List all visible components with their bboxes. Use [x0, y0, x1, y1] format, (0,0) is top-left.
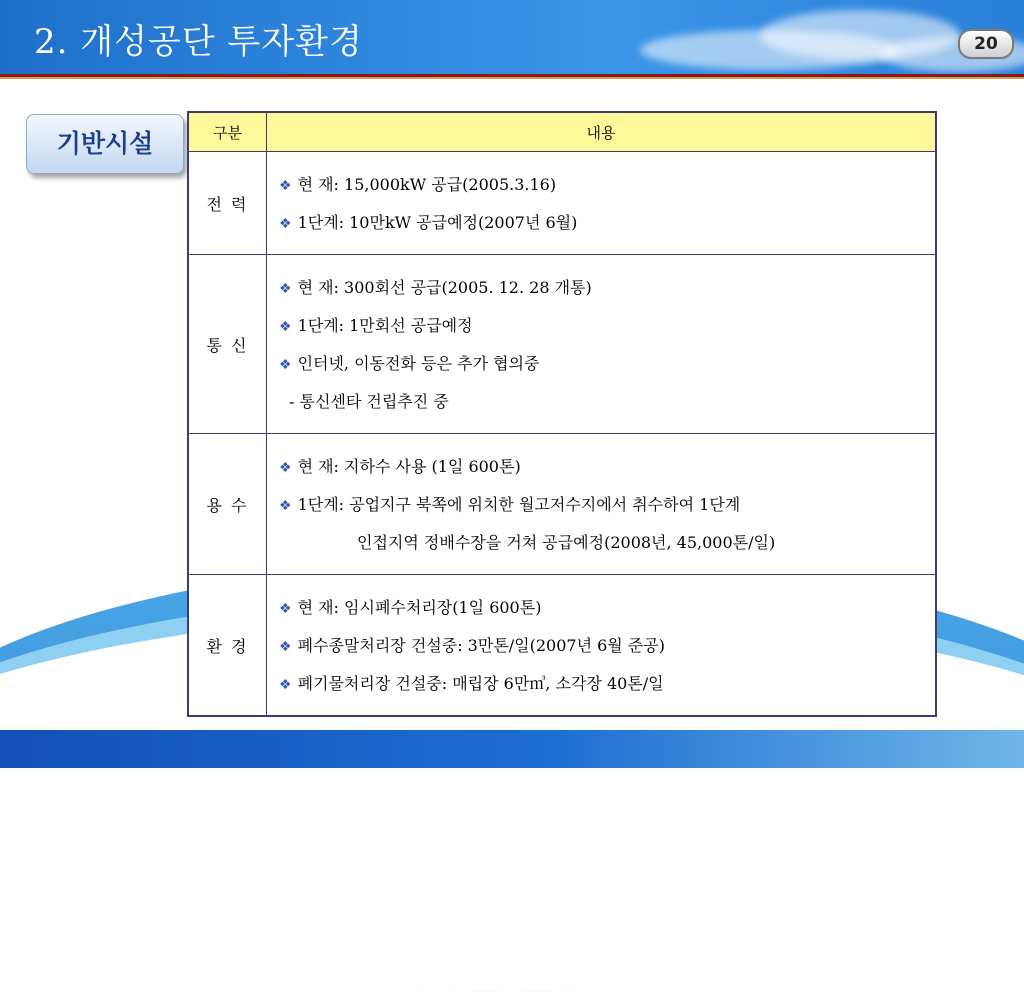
diamond-bullet-icon: ❖ — [279, 498, 292, 514]
content-text: 1단계: 공업지구 북쪽에 위치한 월고저수지에서 취수하여 1단계 — [297, 495, 741, 514]
table-row — [188, 434, 936, 575]
content-text: - 통신센타 건립추진 중 — [289, 392, 449, 411]
content-text: 현 재: 15,000kW 공급(2005.3.16) — [297, 175, 557, 194]
header-banner — [0, 0, 1024, 74]
row-content — [267, 575, 937, 717]
row-content — [267, 255, 937, 434]
diamond-bullet-icon: ❖ — [279, 677, 292, 693]
row-category: 용 수 — [188, 434, 267, 575]
row-content — [267, 152, 937, 255]
infrastructure-table — [187, 111, 937, 717]
row-category: 통 신 — [188, 255, 267, 434]
page-number-badge: 20 — [958, 29, 1014, 59]
content-text: 인접지역 정배수장을 거쳐 공급예정(2008년, 45,000톤/일) — [357, 533, 776, 552]
section-label: 기반시설 — [26, 114, 184, 174]
column-header-category: 구분 — [188, 112, 267, 152]
content-text: 현 재: 300회선 공급(2005. 12. 28 개통) — [297, 278, 592, 297]
diamond-bullet-icon: ❖ — [279, 178, 292, 194]
content-line — [279, 204, 935, 242]
diamond-bullet-icon: ❖ — [279, 460, 292, 476]
diamond-bullet-icon: ❖ — [279, 319, 292, 335]
content-text: 인터넷, 이동전화 등은 추가 협의중 — [297, 354, 540, 373]
diamond-bullet-icon: ❖ — [279, 281, 292, 297]
row-content — [267, 434, 937, 575]
table-row — [188, 575, 936, 717]
diamond-bullet-icon: ❖ — [279, 216, 292, 232]
content-text: 폐기물처리장 건설중: 매립장 6만㎥, 소각장 40톤/일 — [297, 674, 664, 693]
content-line — [279, 448, 935, 486]
content-line — [279, 307, 935, 345]
diamond-bullet-icon: ❖ — [279, 601, 292, 617]
content-text: 1단계: 10만kW 공급예정(2007년 6월) — [297, 213, 578, 232]
row-category: 전 력 — [188, 152, 267, 255]
content-text: 폐수종말처리장 건설중: 3만톤/일(2007년 6월 준공) — [297, 636, 666, 655]
table-header-row — [188, 112, 936, 152]
content-line — [279, 665, 935, 703]
content-line — [279, 383, 935, 421]
header-rule-accent — [0, 77, 1024, 79]
column-header-content: 내용 — [267, 112, 937, 152]
diamond-bullet-icon: ❖ — [279, 357, 292, 373]
content-text: 현 재: 지하수 사용 (1일 600톤) — [297, 457, 521, 476]
content-line — [279, 486, 935, 524]
table-row — [188, 152, 936, 255]
content-text: 현 재: 임시폐수처리장(1일 600톤) — [297, 598, 542, 617]
content-text: 1단계: 1만회선 공급예정 — [297, 316, 473, 335]
slide-title: 2. 개성공단 투자환경 — [34, 22, 363, 62]
table-row — [188, 255, 936, 434]
footer-bar — [0, 730, 1024, 768]
row-category: 환 경 — [188, 575, 267, 717]
content-line — [279, 589, 935, 627]
content-line — [279, 345, 935, 383]
content-line — [279, 166, 935, 204]
content-line — [279, 524, 935, 562]
content-line — [279, 627, 935, 665]
content-line — [279, 269, 935, 307]
diamond-bullet-icon: ❖ — [279, 639, 292, 655]
